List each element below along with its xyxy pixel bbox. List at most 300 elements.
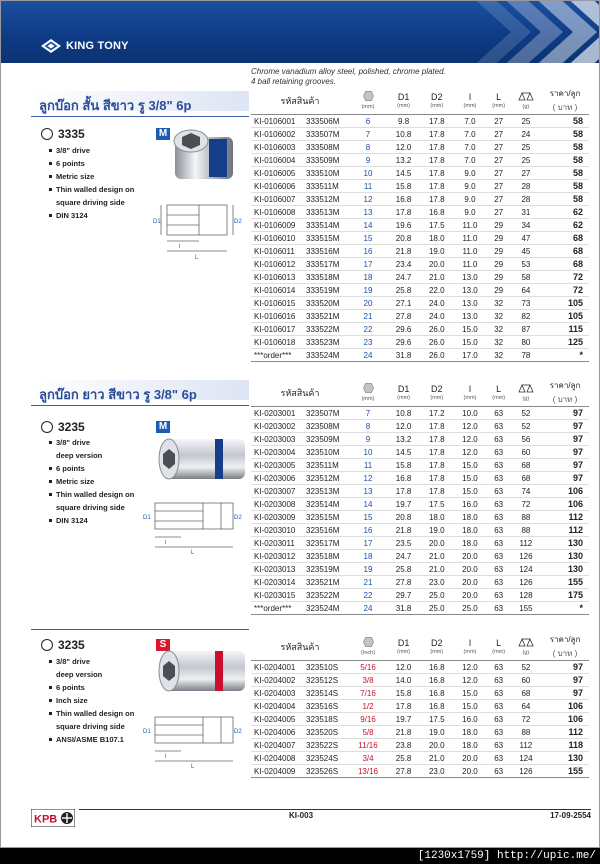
table-cell: 16.8 xyxy=(420,700,453,713)
table-row xyxy=(251,446,589,459)
column-unit: ( บาท ) xyxy=(552,649,578,658)
table-cell: 29.6 xyxy=(387,336,420,349)
table-cell: 23.0 xyxy=(420,765,453,778)
table-cell: 16 xyxy=(349,524,387,537)
table-cell: 45 xyxy=(511,245,541,258)
table-cell: 130 xyxy=(541,563,589,576)
header-row xyxy=(251,633,589,661)
table-cell: 63 xyxy=(487,765,511,778)
table-cell: 58 xyxy=(541,154,589,167)
table-cell: 323522S xyxy=(305,739,349,752)
table-cell: KI-0203014 xyxy=(251,576,305,589)
table-cell: 13.0 xyxy=(453,271,486,284)
column-header-d1 xyxy=(387,379,420,407)
table-cell: 17.8 xyxy=(420,141,453,154)
column-unit: (mm) xyxy=(397,103,410,109)
section-title: ลูกบ๊อก ยาว สีขาว รู 3/8" 6p xyxy=(39,387,197,402)
table-cell: 323507M xyxy=(305,407,349,420)
column-unit: (g) xyxy=(522,396,530,402)
table-cell: 32 xyxy=(487,323,511,336)
column-unit: (mm) xyxy=(492,649,506,655)
table-row xyxy=(251,128,589,141)
table-cell: 9.0 xyxy=(453,167,486,180)
table-cell: ***order*** xyxy=(251,349,305,362)
table-cell: 115 xyxy=(541,323,589,336)
table-row xyxy=(251,713,589,726)
table-cell: 105 xyxy=(541,297,589,310)
table-cell: 17.8 xyxy=(420,193,453,206)
table-cell: 11 xyxy=(349,459,387,472)
table-cell: 63 xyxy=(487,446,511,459)
table-row xyxy=(251,550,589,563)
table-cell: 72 xyxy=(511,713,541,726)
column-header-price xyxy=(541,633,589,661)
column-unit: (mm) xyxy=(361,396,375,402)
table-cell: 10 xyxy=(349,446,387,459)
table-cell: 27 xyxy=(487,180,511,193)
table-cell: 58 xyxy=(541,167,589,180)
size-badge: M xyxy=(156,128,170,140)
table-row xyxy=(251,589,589,602)
table-cell: 17.8 xyxy=(387,485,420,498)
column-label: D2 xyxy=(431,638,443,648)
table-cell: 323524M xyxy=(305,602,349,615)
table-cell: 112 xyxy=(511,537,541,550)
table-cell: 29 xyxy=(487,271,511,284)
table-cell: 32 xyxy=(487,297,511,310)
table-cell: 11.0 xyxy=(453,245,486,258)
column-unit: (mm) xyxy=(361,104,375,110)
svg-text:D1: D1 xyxy=(143,515,151,521)
table-cell: 25.0 xyxy=(420,602,453,615)
table-cell: 333521M xyxy=(305,310,349,323)
king-tony-logo-icon xyxy=(41,39,61,53)
hexagon-size-icon xyxy=(363,383,374,393)
table-cell: 323515M xyxy=(305,511,349,524)
table-cell: 155 xyxy=(541,576,589,589)
table-cell: 13.2 xyxy=(387,154,420,167)
svg-text:D1: D1 xyxy=(143,729,151,735)
table-cell: 12.0 xyxy=(453,433,486,446)
column-unit: (mm) xyxy=(463,103,477,109)
table-cell: 72 xyxy=(541,271,589,284)
column-label: L xyxy=(496,638,502,648)
table-cell: 17.0 xyxy=(453,349,486,362)
table-cell: 20.0 xyxy=(453,576,486,589)
column-unit: (mm) xyxy=(430,649,444,655)
section-title: ลูกบ๊อก สั้น สีขาว รู 3/8" 6p xyxy=(39,98,192,113)
feature-item: 3/8" drive xyxy=(49,144,134,157)
table-cell: 68 xyxy=(541,258,589,271)
table-cell: KI-0106013 xyxy=(251,271,305,284)
page-date: 17-09-2554 xyxy=(550,811,591,820)
table-cell: 97 xyxy=(541,420,589,433)
table-cell: 63 xyxy=(487,700,511,713)
table-cell: 106 xyxy=(541,485,589,498)
svg-text:L: L xyxy=(191,550,195,555)
column-header-l1 xyxy=(453,379,486,407)
table-cell: 15.8 xyxy=(387,459,420,472)
table-cell: 17.8 xyxy=(420,167,453,180)
table-cell: 24.7 xyxy=(387,271,420,284)
table-cell: ***order*** xyxy=(251,602,305,615)
feature-item: Thin walled design on xyxy=(49,488,134,501)
table-cell: 60 xyxy=(511,674,541,687)
table-cell: 18.0 xyxy=(453,511,486,524)
model-heading xyxy=(41,420,170,434)
table-cell: 20.0 xyxy=(420,739,453,752)
table-cell: 333509M xyxy=(305,154,349,167)
table-cell: 17.5 xyxy=(420,219,453,232)
table-cell: 27 xyxy=(487,141,511,154)
arrow-decoration-icon xyxy=(301,1,600,63)
table-cell: 63 xyxy=(487,713,511,726)
column-header-l1 xyxy=(453,87,486,115)
svg-text:L: L xyxy=(195,255,199,261)
table-cell: 97 xyxy=(541,661,589,674)
table-cell: 27.8 xyxy=(387,310,420,323)
table-cell: 19.7 xyxy=(387,498,420,511)
table-cell: 27.8 xyxy=(387,765,420,778)
table-header xyxy=(251,379,589,407)
table-cell: 118 xyxy=(541,739,589,752)
table-cell: 333508M xyxy=(305,141,349,154)
table-cell: 63 xyxy=(487,563,511,576)
short-socket-photo-icon xyxy=(167,123,245,185)
table-cell: 68 xyxy=(541,245,589,258)
table-cell: 112 xyxy=(541,726,589,739)
table-cell: 24.0 xyxy=(420,310,453,323)
table-cell: 106 xyxy=(541,713,589,726)
material-description xyxy=(251,67,446,87)
header-row xyxy=(251,87,589,115)
column-unit: (Inch) xyxy=(360,650,376,656)
table-row xyxy=(251,433,589,446)
table-cell: 56 xyxy=(511,433,541,446)
table-cell: 13 xyxy=(349,206,387,219)
table-row xyxy=(251,193,589,206)
table-cell: 16.8 xyxy=(387,472,420,485)
table-cell: 1/2 xyxy=(349,700,387,713)
column-unit: (mm) xyxy=(463,395,477,401)
table-cell: 25 xyxy=(511,154,541,167)
table-cell: 9 xyxy=(349,433,387,446)
table-row xyxy=(251,739,589,752)
table-cell: KI-0106001 xyxy=(251,115,305,128)
column-header-price xyxy=(541,379,589,407)
table-cell: 25 xyxy=(511,141,541,154)
column-header-code xyxy=(251,633,349,661)
table-cell: 323512S xyxy=(305,674,349,687)
table-cell: 16.0 xyxy=(453,498,486,511)
table-cell: 323514S xyxy=(305,687,349,700)
table-cell: KI-0106014 xyxy=(251,284,305,297)
table-cell: KI-0106010 xyxy=(251,232,305,245)
table-cell: 7.0 xyxy=(453,128,486,141)
table-cell: 21.0 xyxy=(420,563,453,576)
feature-item: deep version xyxy=(56,451,103,460)
table-cell: 323521M xyxy=(305,576,349,589)
table-cell: 3/4 xyxy=(349,752,387,765)
table-row xyxy=(251,323,589,336)
column-header-l xyxy=(487,379,511,407)
table-cell: 63 xyxy=(487,485,511,498)
table-cell: 323514M xyxy=(305,498,349,511)
svg-text:D2: D2 xyxy=(234,219,242,225)
table-cell: 17.8 xyxy=(420,115,453,128)
table-cell: KI-0106009 xyxy=(251,219,305,232)
table-cell: 72 xyxy=(541,284,589,297)
table-row xyxy=(251,498,589,511)
table-cell: 333520M xyxy=(305,297,349,310)
table-cell: 155 xyxy=(541,765,589,778)
page-code: KI-003 xyxy=(289,811,314,820)
table-cell: 20.0 xyxy=(420,537,453,550)
table-cell: 25.8 xyxy=(387,563,420,576)
table-cell: 15.0 xyxy=(453,336,486,349)
svg-text:D2: D2 xyxy=(234,729,242,735)
column-label: L xyxy=(496,384,502,394)
column-label: l xyxy=(468,384,471,394)
kpb-logo-icon xyxy=(31,809,75,827)
table-cell: 31 xyxy=(511,206,541,219)
table-cell: 112 xyxy=(541,511,589,524)
feature-item: DIN 3124 xyxy=(49,514,134,527)
table-cell: 16.8 xyxy=(387,193,420,206)
spec-table-3235-m xyxy=(251,379,589,615)
feature-list xyxy=(49,436,134,527)
weight-icon xyxy=(518,91,534,101)
table-cell: 27.8 xyxy=(387,576,420,589)
table-cell: 7 xyxy=(349,407,387,420)
feature-item: Thin walled design on xyxy=(49,707,134,720)
table-row xyxy=(251,687,589,700)
table-cell: 20.0 xyxy=(453,752,486,765)
table-cell: 31.8 xyxy=(387,349,420,362)
table-header xyxy=(251,87,589,115)
header-row xyxy=(251,379,589,407)
table-cell: 87 xyxy=(511,323,541,336)
table-cell: 124 xyxy=(511,563,541,576)
table-cell: 126 xyxy=(511,765,541,778)
table-cell: KI-0203012 xyxy=(251,550,305,563)
table-cell: 6 xyxy=(349,115,387,128)
table-cell: 68 xyxy=(511,687,541,700)
table-body xyxy=(251,115,589,362)
feature-item: Thin walled design on xyxy=(49,183,134,196)
table-cell: 11 xyxy=(349,180,387,193)
table-cell: 97 xyxy=(541,674,589,687)
table-cell: 17.8 xyxy=(420,446,453,459)
table-cell: 10 xyxy=(349,167,387,180)
table-cell: 9.8 xyxy=(387,115,420,128)
spec-table-3335 xyxy=(251,87,589,362)
table-row xyxy=(251,765,589,778)
table-cell: 12.0 xyxy=(453,674,486,687)
feature-item: deep version xyxy=(56,670,103,679)
weight-column-header xyxy=(511,633,541,661)
table-cell: 17 xyxy=(349,258,387,271)
size-badge: M xyxy=(156,421,170,433)
checkbox-circle-icon xyxy=(41,421,53,433)
svg-text:D2: D2 xyxy=(234,515,242,521)
table-row xyxy=(251,336,589,349)
table-cell: 15.0 xyxy=(453,459,486,472)
model-number: 3335 xyxy=(58,127,85,141)
table-cell: 27 xyxy=(487,128,511,141)
column-label: ราคา/ลูก xyxy=(549,89,581,98)
table-cell: 24.0 xyxy=(420,297,453,310)
divider xyxy=(31,405,249,406)
feature-item: 6 points xyxy=(49,462,134,475)
table-cell: 13 xyxy=(349,485,387,498)
table-cell: 21.0 xyxy=(420,752,453,765)
table-cell: 323516M xyxy=(305,524,349,537)
table-body xyxy=(251,661,589,778)
table-cell: 21 xyxy=(349,310,387,323)
table-cell: 25 xyxy=(511,115,541,128)
column-label: D2 xyxy=(431,92,443,102)
feature-item: 3/8" drive xyxy=(49,436,134,449)
table-row xyxy=(251,407,589,420)
table-cell: 24 xyxy=(511,128,541,141)
table-cell: * xyxy=(541,602,589,615)
column-label: L xyxy=(496,92,502,102)
table-cell: KI-0203009 xyxy=(251,511,305,524)
table-cell: 21.0 xyxy=(420,271,453,284)
table-cell: 333518M xyxy=(305,271,349,284)
table-cell: 12 xyxy=(349,193,387,206)
table-cell: 18.0 xyxy=(453,726,486,739)
table-cell: 53 xyxy=(511,258,541,271)
table-cell: 97 xyxy=(541,472,589,485)
table-cell: 64 xyxy=(511,284,541,297)
table-cell: 80 xyxy=(511,336,541,349)
table-cell: 13.0 xyxy=(453,284,486,297)
table-cell: 88 xyxy=(511,524,541,537)
table-row xyxy=(251,258,589,271)
deep-socket-photo-icon xyxy=(155,429,249,487)
table-cell: 17.2 xyxy=(420,407,453,420)
table-cell: 23.8 xyxy=(387,739,420,752)
table-cell: 22.0 xyxy=(420,284,453,297)
table-cell: 19.7 xyxy=(387,713,420,726)
table-cell: 9.0 xyxy=(453,180,486,193)
table-cell: 7 xyxy=(349,128,387,141)
table-cell: 63 xyxy=(487,739,511,752)
table-cell: KI-0203004 xyxy=(251,446,305,459)
table-row xyxy=(251,726,589,739)
brand-name: KING TONY xyxy=(66,40,129,52)
table-cell: 333524M xyxy=(305,349,349,362)
table-cell: 63 xyxy=(487,420,511,433)
column-unit: ( บาท ) xyxy=(552,103,578,112)
table-cell: 27.1 xyxy=(387,297,420,310)
feature-item: Inch size xyxy=(49,694,134,707)
feature-item: Metric size xyxy=(49,475,134,488)
table-cell: 21.8 xyxy=(387,726,420,739)
table-cell: 63 xyxy=(487,589,511,602)
column-label: l xyxy=(468,92,471,102)
table-cell: KI-0203013 xyxy=(251,563,305,576)
table-cell: 333516M xyxy=(305,245,349,258)
table-cell: 97 xyxy=(541,407,589,420)
table-cell: 24 xyxy=(349,349,387,362)
weight-icon xyxy=(518,637,534,647)
table-cell: 34 xyxy=(511,219,541,232)
table-cell: 17 xyxy=(349,537,387,550)
table-cell: 18.0 xyxy=(420,232,453,245)
spec-table-3235-s xyxy=(251,633,589,778)
table-cell: 323520S xyxy=(305,726,349,739)
table-cell: 9.0 xyxy=(453,206,486,219)
svg-text:l: l xyxy=(179,244,181,250)
table-cell: 323524S xyxy=(305,752,349,765)
table-cell: 19.0 xyxy=(420,726,453,739)
table-cell: 25.0 xyxy=(420,589,453,602)
svg-text:D1: D1 xyxy=(153,219,161,225)
size-column-header xyxy=(349,379,387,407)
table-cell: 29.7 xyxy=(387,589,420,602)
table-cell: 13.0 xyxy=(453,297,486,310)
table-cell: 8 xyxy=(349,420,387,433)
table-cell: 58 xyxy=(541,115,589,128)
table-cell: 126 xyxy=(511,550,541,563)
table-cell: 29 xyxy=(487,284,511,297)
table-cell: 323516S xyxy=(305,700,349,713)
table-cell: 7.0 xyxy=(453,141,486,154)
table-cell: KI-0204006 xyxy=(251,726,305,739)
table-cell: 175 xyxy=(541,589,589,602)
column-label: รหัสสินค้า xyxy=(280,641,320,652)
column-unit: (mm) xyxy=(430,103,444,109)
table-cell: 17.8 xyxy=(420,433,453,446)
table-cell: 19 xyxy=(349,563,387,576)
table-cell: 14.5 xyxy=(387,446,420,459)
table-cell: 333513M xyxy=(305,206,349,219)
table-cell: 130 xyxy=(541,550,589,563)
table-cell: 15 xyxy=(349,232,387,245)
table-cell: KI-0106017 xyxy=(251,323,305,336)
size-column-header xyxy=(349,633,387,661)
table-cell: 17.8 xyxy=(420,485,453,498)
table-cell: 24.7 xyxy=(387,550,420,563)
model-number: 3235 xyxy=(58,638,85,652)
table-cell: 68 xyxy=(511,472,541,485)
table-cell: 20.0 xyxy=(453,765,486,778)
table-cell: 16 xyxy=(349,245,387,258)
table-row xyxy=(251,310,589,323)
table-cell: 20.8 xyxy=(387,232,420,245)
table-cell: 18.0 xyxy=(453,739,486,752)
table-cell: 52 xyxy=(511,661,541,674)
table-cell: KI-0106016 xyxy=(251,310,305,323)
table-cell: 97 xyxy=(541,446,589,459)
table-cell: 62 xyxy=(541,206,589,219)
table-cell: 323513M xyxy=(305,485,349,498)
svg-text:l: l xyxy=(165,754,167,760)
column-unit: ( บาท ) xyxy=(552,395,578,404)
feature-item: square driving side xyxy=(56,722,125,731)
weight-column-header xyxy=(511,379,541,407)
table-cell: 21.0 xyxy=(420,550,453,563)
table-cell: 63 xyxy=(487,752,511,765)
table-cell: 63 xyxy=(487,674,511,687)
table-cell: 20.0 xyxy=(453,589,486,602)
table-cell: 58 xyxy=(541,193,589,206)
table-row xyxy=(251,297,589,310)
table-cell: 16.8 xyxy=(420,206,453,219)
